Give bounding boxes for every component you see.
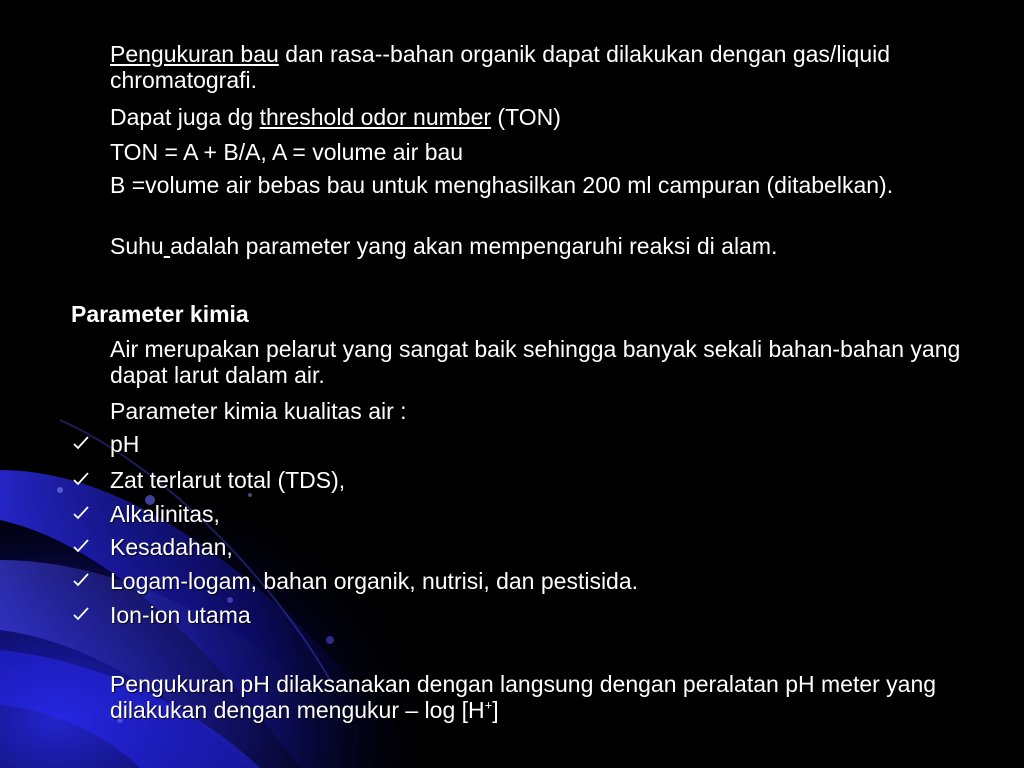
list-item-text: Kesadahan, (110, 534, 233, 560)
paragraph-text: ] (492, 697, 499, 723)
paragraph-solvent: Air merupakan pelarut yang sangat baik sehingga banyak sekali bahan-bahan yang dapat larut dalam air. (110, 336, 961, 388)
paragraph-ton-formula: TON = A + B/A, A = volume air bau (110, 139, 464, 165)
superscript-plus: + (484, 697, 493, 713)
list-item-text: Ion-ion utama (110, 602, 251, 628)
list-item (0, 602, 1000, 628)
paragraph-ph-measurement (110, 671, 990, 723)
section-heading: Parameter kimia (71, 301, 249, 327)
list-item (0, 467, 1000, 493)
list-item-text: Logam-logam, bahan organik, nutrisi, dan pestisida. (110, 568, 639, 594)
list-item-text: Alkalinitas, (110, 501, 220, 527)
paragraph-text: dan rasa--bahan organik dapat dilakukan dengan gas/liquid chromatografi. (110, 41, 891, 93)
list-item-text: pH (110, 431, 140, 457)
paragraph-text: (TON) (491, 104, 561, 130)
paragraph-temperature (110, 233, 990, 259)
check-icon (72, 571, 90, 589)
paragraph-ton (110, 104, 990, 130)
list-item (0, 501, 1000, 527)
paragraph-parameter-list-intro: Parameter kimia kualitas air : (110, 398, 407, 424)
paragraph-text: Suhu (110, 233, 164, 259)
underlined-term: threshold odor number (259, 104, 492, 130)
paragraph-odor-measurement (110, 41, 990, 93)
list-item (0, 534, 1000, 560)
check-icon (72, 434, 90, 452)
list-item (0, 431, 1000, 457)
paragraph-volume-b: B =volume air bebas bau untuk menghasilkan 200 ml campuran (ditabelkan). (110, 172, 894, 198)
list-item-text: Zat terlarut total (TDS), (110, 467, 346, 493)
check-icon (72, 605, 90, 623)
list-item (0, 568, 1000, 594)
check-icon (72, 537, 90, 555)
paragraph-text: adalah parameter yang akan mempengaruhi reaksi di alam. (170, 233, 778, 259)
underlined-term: Pengukuran bau (110, 41, 279, 67)
paragraph-text: Pengukuran pH dilaksanakan dengan langsung dengan peralatan pH meter yang dilakukan dengan mengukur – log [H (110, 671, 937, 723)
paragraph-text: Dapat juga dg (110, 104, 260, 130)
check-icon (72, 470, 90, 488)
check-icon (72, 504, 90, 522)
